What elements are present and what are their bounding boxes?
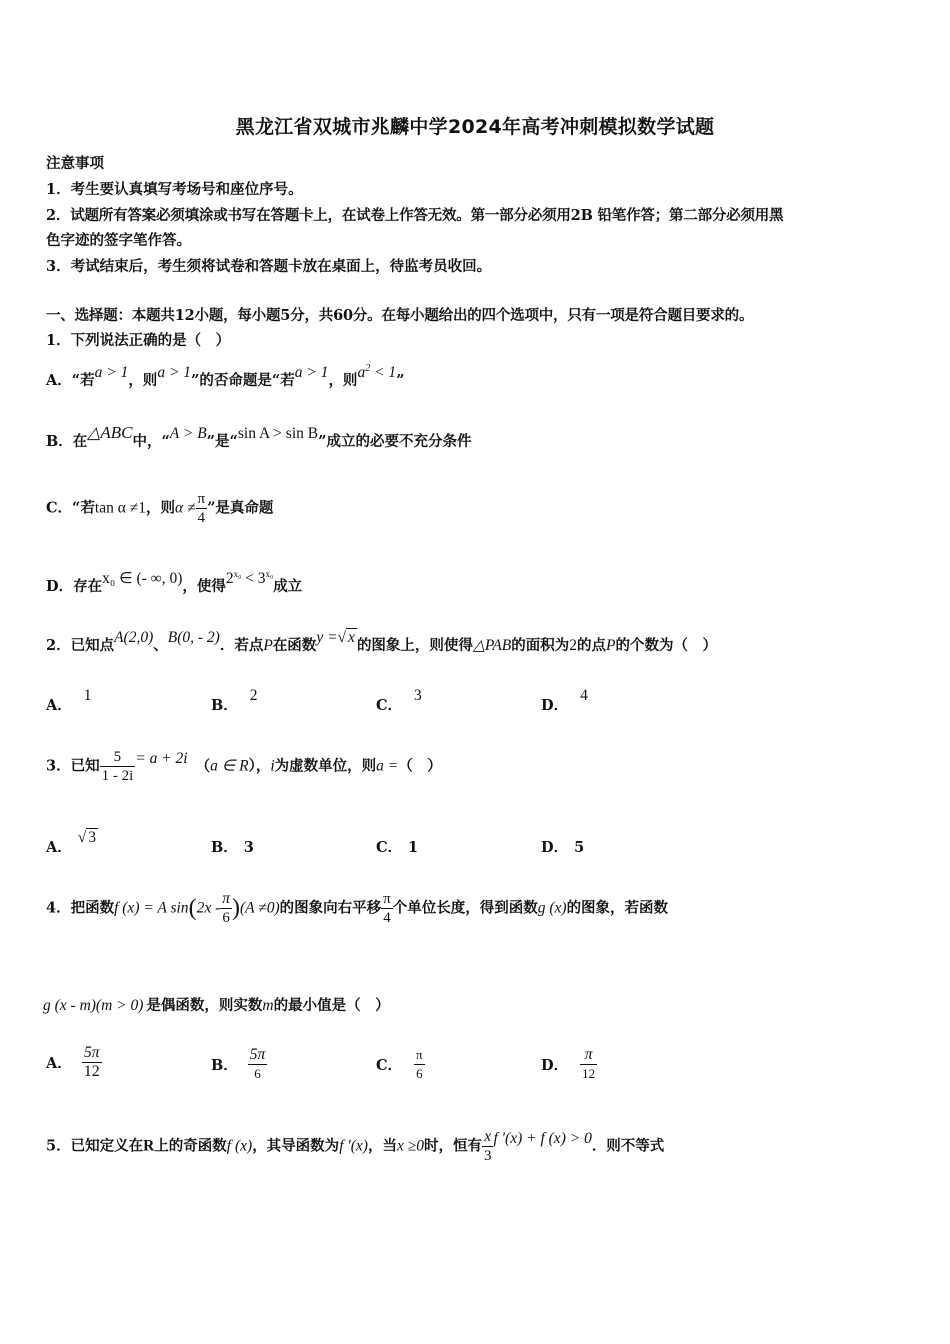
q1-stem: 1．下列说法正确的是（ ） — [46, 332, 231, 349]
q4-text-6: 的最小值是（ ） — [273, 997, 390, 1014]
q1c-math-2: α ≠ — [174, 499, 196, 517]
q2-text-5: 的图象上，则使得 — [356, 637, 473, 654]
q5-text-6: ．则不等式 — [591, 1137, 665, 1155]
q3-domain: a ∈ R — [210, 757, 249, 775]
q5-x: x ≥0 — [396, 1137, 424, 1155]
q2-triangle: △PAB — [472, 637, 512, 654]
q1d-math-1: x₀ ∈ (- ∞, 0) — [102, 570, 183, 587]
notes-heading: 注意事项 — [46, 155, 104, 172]
q1d-label: D．存在 — [46, 578, 103, 595]
q2-text-3: ．若点 — [219, 637, 264, 654]
q3-fraction: $\frac{5}{1 - 2i}$ — [101, 749, 134, 784]
q1a-text-1: ，则 — [128, 372, 158, 389]
q5-f: f (x) — [226, 1137, 253, 1155]
q3-text-3: ）， — [248, 757, 271, 775]
q2-option-c: C．3 — [376, 687, 422, 714]
q2-option-b: B．2 — [211, 687, 258, 714]
q3-equation: = a + 2i — [135, 749, 188, 767]
q4-option-a: A． $\frac{5\pi}{12}$ — [46, 1044, 100, 1080]
q5-fprime: f ′(x) — [339, 1137, 368, 1155]
q3-text-5: （ ） — [398, 757, 442, 775]
q2-point-a: A(2,0) — [114, 629, 154, 646]
q1a-text-3: ，则 — [328, 372, 358, 389]
q4-paren-close: ) — [232, 895, 240, 921]
q3-option-c: C． 1 — [376, 839, 419, 856]
q2-point-p: P — [263, 637, 273, 654]
q4-paren-open: ( — [188, 895, 197, 921]
q2-area: 2 — [569, 637, 578, 654]
q1b-text-3: ”成立的必要不充分条件 — [318, 433, 472, 450]
q4-option-c: C． $\frac{\pi}{6}$ — [376, 1047, 423, 1081]
exam-title: 黑龙江省双城市兆麟中学2024年高考冲刺模拟数学试题 — [235, 116, 715, 138]
q1-option-a — [46, 362, 405, 390]
q1c-label: C．“若 — [46, 499, 95, 517]
q3-a: a = — [376, 757, 399, 775]
q2-stem — [46, 629, 717, 655]
q4-text-1: 4．把函数 — [46, 899, 115, 917]
q2-text-1: 2．已知点 — [46, 637, 115, 654]
q2-point-p2: P — [606, 637, 616, 654]
q1a-math-4: $a^2 < 1$ — [357, 362, 397, 381]
q1b-math-1: △ABC — [87, 423, 133, 442]
note-2b: 色字迹的签字笔作答。 — [46, 232, 191, 249]
q1a-math-1: a > 1 — [94, 364, 129, 381]
q1b-math-2: A > B — [169, 425, 207, 442]
q5-text-1: 5．已知定义在 — [46, 1137, 144, 1155]
q3-option-b: B． 3 — [211, 839, 254, 856]
q4-g-shift: g (x - m)(m > 0) — [43, 997, 144, 1014]
q1a-math-2: a > 1 — [157, 364, 192, 381]
q1a-text-2: ”的否命题是“若 — [191, 372, 295, 389]
q1a-text-4: ” — [396, 372, 405, 389]
section-1-heading: 一、选择题：本题共12小题，每小题5分，共60分。在每小题给出的四个选项中，只有一项是符合题目要求的。 — [46, 307, 754, 324]
q5-fraction: $\frac{x}{3}$ — [483, 1128, 492, 1164]
q5-text-5: 时，恒有 — [423, 1137, 482, 1155]
q3-option-a: A．√ 3 — [46, 829, 97, 856]
q2-point-b: B(0, - 2) — [167, 629, 220, 646]
q1d-math-2: $2^{x_0} < 3^{x_0}$ — [225, 568, 274, 587]
q4-text-3: 个单位长度，得到函数 — [392, 899, 538, 917]
q4-arg: 2x - — [196, 899, 221, 917]
q1a-math-3: a > 1 — [294, 364, 329, 381]
q2-option-a: A．1 — [46, 687, 92, 714]
q1c-text-1: ，则 — [145, 499, 175, 517]
q4-condition: (A ≠0) — [240, 899, 280, 917]
q4-g: g (x) — [537, 899, 567, 917]
q2-option-d: D．4 — [541, 687, 588, 714]
q1d-text-1: ，使得 — [182, 578, 226, 595]
q2-text-7: 的点 — [577, 637, 607, 654]
q3-text-4: 为虚数单位，则 — [274, 757, 377, 775]
note-3: 3．考试结束后，考生须将试卷和答题卡放在桌面上，待监考员收回。 — [46, 258, 492, 275]
q2-text-6: 的面积为 — [511, 637, 570, 654]
q2-text-4: 在函数 — [272, 637, 317, 654]
q1c-text-2: ”是真命题 — [207, 499, 274, 517]
q2-text-8: 的个数为（ ） — [615, 637, 717, 654]
q3-option-d: D． 5 — [541, 839, 585, 856]
q3-i: i — [270, 757, 275, 775]
q5-stem — [46, 1128, 664, 1165]
q5-text-4: ，当 — [367, 1137, 397, 1155]
q1-option-d — [46, 568, 303, 596]
q3-stem — [46, 748, 442, 785]
q5-text-2: 上的奇函数 — [154, 1137, 227, 1155]
q1a-label: A．“若 — [46, 372, 95, 389]
note-1: 1．考生要认真填写考场号和座位序号。 — [46, 181, 303, 198]
q5-inequality: f ′(x) + f (x) > 0 — [493, 1129, 592, 1147]
q4-text-5: 是偶函数，则实数 — [146, 997, 263, 1014]
q1d-text-2: 成立 — [273, 578, 303, 595]
q4-shift: $\frac{\pi}{4}$ — [383, 891, 391, 926]
q3-text-2: （ — [195, 757, 211, 775]
q1b-text-2: ”是“ — [206, 433, 238, 450]
q4-fraction: $\frac{\pi}{6}$ — [222, 890, 230, 926]
q2-function: y =√ x — [316, 629, 355, 646]
q4-function: f (x) = A sin — [114, 899, 189, 917]
q3-text-1: 3．已知 — [46, 757, 100, 775]
q4-text-4: 的图象，若函数 — [566, 899, 669, 917]
q4-option-d: D． $\frac{\pi}{12}$ — [541, 1046, 596, 1081]
q1b-label: B．在 — [46, 433, 88, 450]
q4-stem-line-2 — [43, 994, 390, 1015]
q1-option-b — [46, 423, 472, 451]
q4-stem-line-1 — [46, 890, 668, 927]
q4-option-b: B． $\frac{5\pi}{6}$ — [211, 1046, 266, 1081]
q4-m: m — [262, 997, 274, 1014]
q5-text-3: ，其导函数为 — [252, 1137, 340, 1155]
q2-text-2: 、 — [153, 637, 168, 654]
q1c-math-1: tan α ≠1 — [94, 499, 146, 517]
q1-option-c — [46, 490, 273, 527]
q1b-math-3: sin A > sin B — [237, 425, 319, 442]
note-2a: 2．试题所有答案必须填涂或书写在答题卡上，在试卷上作答无效。第一部分必须用2B 铅笔作答；第二部分必须用黑 — [46, 207, 784, 224]
q4-text-2: 的图象向右平移 — [279, 899, 382, 917]
q1c-fraction: $\frac{\pi}{4}$ — [197, 491, 206, 526]
q1b-text-1: 中，“ — [132, 433, 170, 450]
q5-r: R — [143, 1137, 155, 1155]
